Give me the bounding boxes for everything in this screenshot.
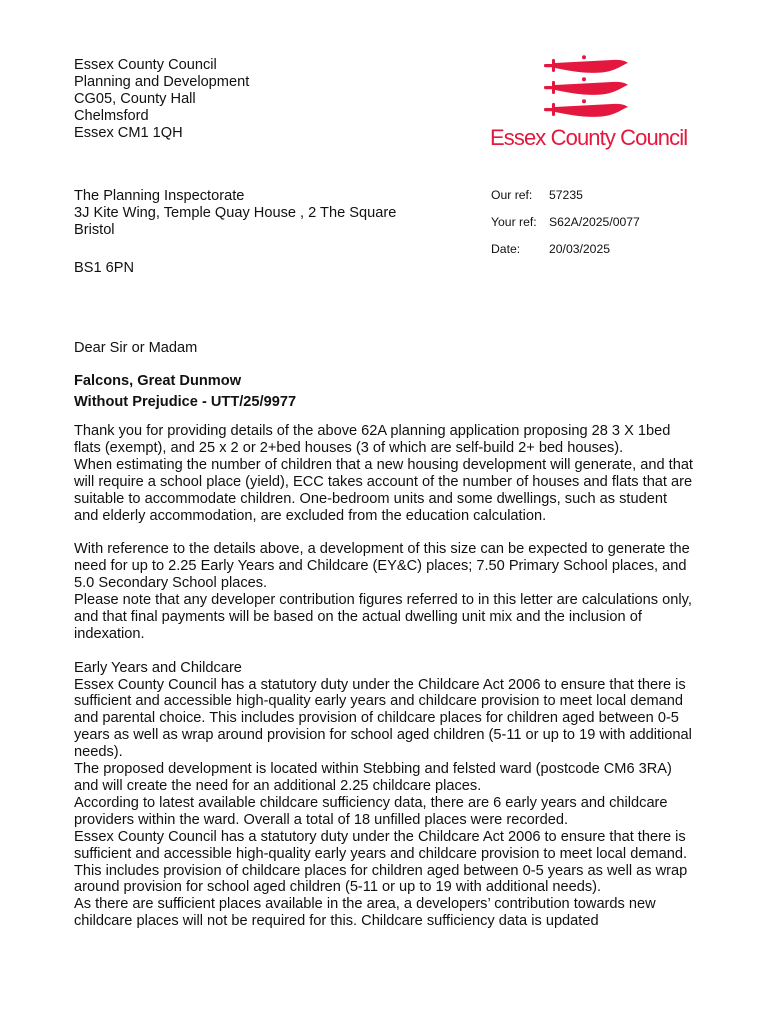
salutation: Dear Sir or Madam <box>74 340 198 356</box>
body-paragraph: With reference to the details above, a development of this size can be expected to generate the need for up to 2.25 Early Years and Childcare (EY&C) places; 7.50 Primary School places, and 5.0 Secondary School places. <box>74 541 690 592</box>
sender-line: Chelmsford <box>74 108 149 124</box>
body-paragraph: According to latest available childcare sufficiency data, there are 6 early years and childcare providers within the ward. Overall a total of 18 unfilled places were recorded. <box>74 794 668 828</box>
your-ref-label: Your ref: <box>491 215 537 229</box>
your-ref-value: S62A/2025/0077 <box>549 215 640 229</box>
body-paragraph: Thank you for providing details of the above 62A planning application proposing 28 3 X 1bed flats (exempt), and 25 x 2 or 2+bed houses (3 of which are self-build 2+ bed houses). <box>74 423 671 456</box>
sender-line: Essex CM1 1QH <box>74 125 183 141</box>
recipient-postcode: BS1 6PN <box>74 260 135 276</box>
recipient-address <box>74 188 396 239</box>
logo-wordmark: Essex County Council <box>490 125 688 150</box>
date-value: 20/03/2025 <box>549 242 610 256</box>
letter-body <box>74 423 694 930</box>
our-ref-label: Our ref: <box>491 188 533 202</box>
section-heading: Early Years and Childcare <box>74 659 242 676</box>
body-paragraph: When estimating the number of children that a new housing development will generate, and that will require a school place (yield), ECC takes account of the number of houses and flats that are suitable to accommodate children. One-bedroom units and some dwellings, such as student and elderly accommodation, are excluded from the education calculation. <box>74 456 693 524</box>
subject-line: Without Prejudice - UTT/25/9977 <box>74 394 297 410</box>
sender-line: Planning and Development <box>74 74 250 90</box>
recipient-line: Bristol <box>74 222 115 238</box>
sender-line: Essex County Council <box>74 57 217 73</box>
body-paragraph: The proposed development is located within Stebbing and felsted ward (postcode CM6 3RA) and will create the need for an additional 2.25 childcare places. <box>74 761 672 794</box>
sender-line: CG05, County Hall <box>74 91 196 107</box>
subject-heading <box>74 371 296 413</box>
subject-line: Falcons, Great Dunmow <box>74 373 242 389</box>
our-ref-value: 57235 <box>549 188 583 202</box>
recipient-line: The Planning Inspectorate <box>74 188 245 204</box>
recipient-line: 3J Kite Wing, Temple Quay House , 2 The Square <box>74 205 397 221</box>
date-label: Date: <box>491 242 521 256</box>
sender-address <box>74 57 249 142</box>
body-paragraph: Essex County Council has a statutory duty under the Childcare Act 2006 to ensure that there is sufficient and accessible high-quality early years and childcare provision to meet local demand. This includes provision of childcare places for children aged between 0-5 years as well as wrap around provision for school aged children (5-11 or up to 19 with additional needs). <box>74 828 688 896</box>
three-seaxes-icon <box>542 54 632 120</box>
body-paragraph: As there are sufficient places available in the area, a developers’ contribution towards new childcare places will not be required for this. Childcare sufficiency data is updated <box>74 896 656 930</box>
body-paragraph: Essex County Council has a statutory duty under the Childcare Act 2006 to ensure that there is sufficient and accessible high-quality early years and childcare provision to meet local demand and parental choice. This includes provision of childcare places for children aged between 0-5 years as well as wrap around provision for school aged children (5-11 or up to 19 with additional needs). <box>74 676 692 761</box>
essex-county-council-logo <box>486 54 696 154</box>
body-paragraph: Please note that any developer contribution figures referred to in this letter are calculations only, and that final payments will be based on the actual dwelling unit mix and the inclusion of indexation. <box>74 592 692 642</box>
